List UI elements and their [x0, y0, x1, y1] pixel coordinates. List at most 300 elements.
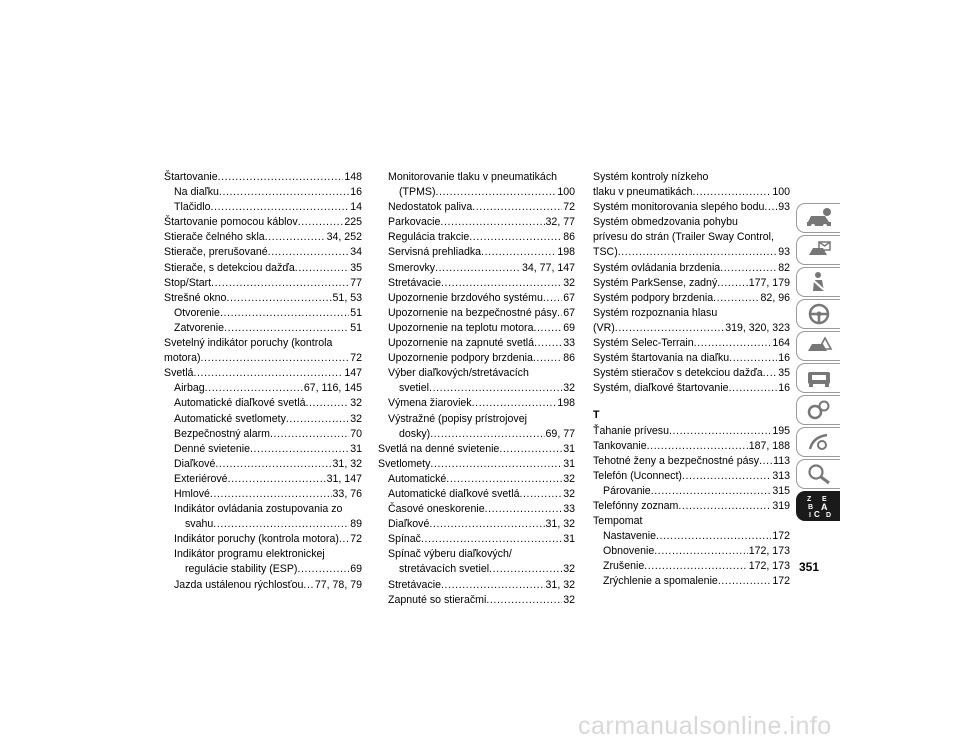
dot-leader	[201, 351, 350, 366]
dot-leader	[533, 351, 562, 366]
tab-car-info[interactable]	[796, 203, 840, 233]
dot-leader	[205, 381, 303, 396]
dot-leader	[615, 321, 724, 336]
index-entry	[164, 472, 362, 487]
tab-driving[interactable]	[796, 299, 840, 329]
page-reference[interactable]: 198	[557, 397, 575, 410]
page-reference[interactable]: 33	[563, 503, 575, 516]
dot-leader	[718, 574, 771, 589]
watermark: carmanualsonline.info	[578, 712, 832, 740]
page-reference[interactable]: 32	[563, 382, 575, 395]
page-reference[interactable]: 69	[563, 321, 575, 334]
index-term: Tlačidlo	[174, 201, 211, 214]
index-entry	[378, 472, 575, 487]
index-term: tlaku v pneumatikách	[593, 186, 693, 199]
page-reference[interactable]: 86	[563, 231, 575, 244]
index-entry	[378, 502, 575, 517]
index-entry	[378, 245, 575, 260]
page-reference[interactable]: 35	[778, 367, 790, 380]
index-letter: E	[821, 496, 827, 503]
index-term: Tempomat	[593, 515, 643, 528]
index-term: regulácie stability (ESP)	[185, 563, 298, 576]
index-column-3	[593, 170, 790, 590]
index-term: Systém štartovania na diaľku	[593, 352, 730, 365]
page-reference[interactable]: 172	[772, 530, 790, 543]
index-term: Airbag	[174, 382, 205, 395]
index-term: Výmena žiaroviek	[388, 397, 472, 410]
page-reference[interactable]: 198	[557, 246, 575, 259]
index-entry	[164, 517, 362, 532]
index-entry	[593, 276, 790, 291]
page-reference[interactable]: 70	[350, 427, 362, 440]
index-entry	[378, 442, 575, 457]
page-reference[interactable]: 147	[344, 367, 362, 380]
index-entry	[164, 578, 362, 593]
dot-leader	[729, 381, 778, 396]
index-term: Spínač	[388, 533, 421, 546]
page-reference[interactable]: 67	[563, 291, 575, 304]
index-term: stretávacích svetiel	[399, 563, 490, 576]
dot-leader	[764, 200, 777, 215]
index-entry	[164, 245, 362, 260]
dot-leader	[693, 185, 772, 200]
page-reference[interactable]: 100	[772, 186, 790, 199]
page-reference[interactable]: 67	[563, 306, 575, 319]
page-reference[interactable]: 177, 179	[748, 276, 790, 289]
index-entry	[378, 261, 575, 276]
page-reference[interactable]: 51	[350, 321, 362, 334]
index-term: Párovanie	[603, 484, 651, 497]
page-reference[interactable]: 100	[557, 186, 575, 199]
index-entry	[378, 366, 575, 381]
index-term: Servisná prehliadka	[388, 246, 482, 259]
page-reference[interactable]: 113	[773, 454, 790, 467]
dot-leader	[519, 487, 562, 502]
index-entry	[593, 185, 790, 200]
index-entry	[164, 457, 362, 472]
page-reference[interactable]: 72	[350, 352, 362, 365]
index-term: Automatické	[388, 472, 447, 485]
index-term: Systém obmedzovania pohybu	[593, 216, 738, 229]
index-entry	[593, 439, 790, 454]
page-reference[interactable]: 31	[350, 442, 362, 455]
index-term: Automatické diaľkové svetlá	[174, 397, 306, 410]
index-entry	[164, 291, 362, 306]
page-reference[interactable]: 32	[563, 276, 575, 289]
index-term: Telefónny zoznam	[593, 499, 679, 512]
dot-leader	[647, 439, 748, 454]
dot-leader	[211, 276, 349, 291]
index-entry	[164, 185, 362, 200]
index-term: Strešné okno	[164, 291, 227, 304]
page-reference[interactable]: 72	[350, 533, 362, 546]
dot-leader	[694, 336, 772, 351]
dot-leader	[713, 291, 759, 306]
index-term: Výstražné (popisy prístrojovej	[388, 412, 527, 425]
index-term: Smerovky	[388, 261, 436, 274]
dot-leader	[717, 276, 748, 291]
index-letter: I	[808, 512, 811, 519]
index-term: Tankovanie	[593, 439, 647, 452]
index-entry	[164, 170, 362, 185]
dot-leader	[651, 484, 772, 499]
index-term: Upozornenie podpory brzdenia	[388, 352, 533, 365]
index-entry	[164, 306, 362, 321]
dot-leader	[644, 559, 748, 574]
index-entry	[164, 532, 362, 547]
index-entry	[593, 336, 790, 351]
index-entry	[593, 230, 790, 245]
alphabetical-index-icon	[804, 493, 834, 519]
page-reference[interactable]: 195	[772, 424, 790, 437]
index-term: Výber diaľkových/stretávacích	[388, 367, 529, 380]
page-reference[interactable]: 72	[563, 201, 575, 214]
index-term: Systém rozpoznania hlasu	[593, 306, 718, 319]
index-term: Časové oneskorenie	[388, 503, 485, 516]
dot-leader	[265, 230, 326, 245]
multimedia-icon	[805, 431, 833, 453]
index-term: Stop/Start	[164, 276, 212, 289]
index-term: Parkovacie	[388, 216, 441, 229]
index-entry	[164, 442, 362, 457]
tab-maintenance[interactable]	[796, 363, 840, 393]
dot-leader	[654, 544, 748, 559]
index-term: Štartovanie	[164, 171, 218, 183]
dot-leader	[211, 200, 350, 215]
index-term: dosky)	[399, 427, 431, 440]
dot-leader	[441, 578, 545, 593]
dot-leader	[298, 215, 344, 230]
page-reference[interactable]: 86	[563, 352, 575, 365]
page-reference[interactable]: 315	[772, 484, 790, 497]
index-entry	[593, 559, 790, 574]
dot-leader	[469, 230, 562, 245]
index-entry	[378, 170, 575, 185]
index-entry	[378, 578, 575, 593]
page-reference[interactable]: 32	[563, 487, 575, 500]
page-reference[interactable]: 77	[350, 276, 362, 289]
breakdown-icon	[805, 335, 833, 357]
page-reference[interactable]: 32	[563, 593, 575, 606]
page-reference[interactable]: 93	[778, 201, 790, 214]
index-entry	[378, 291, 575, 306]
tab-multimedia[interactable]	[796, 427, 840, 457]
page-reference[interactable]: 16	[778, 352, 790, 365]
index-entry	[164, 321, 362, 336]
dot-leader	[215, 457, 331, 472]
dot-leader	[430, 427, 544, 442]
index-entry	[378, 562, 575, 577]
dot-leader	[656, 529, 771, 544]
index-entry	[378, 200, 575, 215]
page-reference[interactable]: 33	[563, 337, 575, 350]
index-entry	[593, 544, 790, 559]
page-reference[interactable]: 31, 32	[545, 518, 575, 531]
index-term: Systém ovládania brzdenia	[593, 261, 721, 274]
index-entry	[164, 200, 362, 215]
page-reference[interactable]: 172, 173	[748, 560, 790, 573]
page-reference[interactable]: 225	[344, 216, 362, 229]
index-term: Jazda ustálenou rýchlosťou	[174, 578, 304, 591]
page-reference[interactable]: 32	[350, 412, 362, 425]
page-reference[interactable]: 35	[350, 261, 362, 274]
index-term: svetiel	[399, 382, 430, 395]
index-entry	[164, 562, 362, 577]
index-term: Indikátor programu elektronickej	[174, 548, 325, 561]
index-entry	[378, 381, 575, 396]
dot-leader	[720, 261, 777, 276]
index-entry	[593, 170, 790, 185]
index-term: Monitorovanie tlaku v pneumatikách	[388, 171, 558, 183]
index-entry	[164, 396, 362, 411]
index-entry	[378, 215, 575, 230]
index-term: Stierače, prerušované	[164, 246, 268, 259]
page-reference[interactable]: 89	[350, 518, 362, 531]
page-reference[interactable]: 172	[772, 575, 790, 588]
index-term: Diaľkové	[174, 457, 216, 470]
car-service-icon	[805, 367, 833, 389]
page-reference[interactable]: 32	[563, 563, 575, 576]
tab-alphabetical-index[interactable]	[796, 491, 840, 521]
search-icon	[805, 463, 833, 485]
index-term: (VR)	[593, 321, 615, 334]
index-term: Nastavenie	[603, 530, 656, 543]
index-entry	[593, 499, 790, 514]
tab-safety[interactable]	[796, 267, 840, 297]
index-term: Regulácia trakcie	[388, 231, 470, 244]
index-term: Systém, diaľkové štartovanie	[593, 382, 729, 395]
dot-leader	[220, 306, 349, 321]
index-entry	[378, 593, 575, 608]
index-entry	[378, 321, 575, 336]
index-entry	[593, 574, 790, 589]
page-reference[interactable]: 33, 76	[332, 487, 362, 500]
index-term: Svetelný indikátor poruchy (kontrola	[164, 337, 333, 350]
dot-leader	[481, 245, 556, 260]
dot-leader	[339, 532, 349, 547]
index-term: Automatické diaľkové svetlá	[388, 487, 520, 500]
page-reference[interactable]: 93	[778, 246, 790, 259]
page-reference[interactable]: 31, 32	[545, 578, 575, 591]
dot-leader	[268, 245, 350, 260]
page-reference[interactable]: 82, 96	[760, 291, 790, 304]
index-entry	[593, 469, 790, 484]
index-entry	[593, 215, 790, 230]
dot-leader	[499, 442, 562, 457]
index-term: Telefón (Uconnect)	[593, 469, 682, 482]
tab-emergency[interactable]	[796, 331, 840, 361]
dot-leader	[430, 457, 562, 472]
index-term: Štartovanie pomocou káblov	[164, 216, 298, 229]
index-entry	[378, 427, 575, 442]
dot-leader	[429, 381, 562, 396]
index-entry	[593, 366, 790, 381]
page-reference[interactable]: 31, 147	[326, 472, 362, 485]
page-reference[interactable]: 69, 77	[545, 427, 575, 440]
chapter-tabs	[796, 203, 842, 523]
page-reference[interactable]: 31	[563, 442, 575, 455]
page-reference[interactable]: 31	[563, 457, 575, 470]
dot-leader	[303, 578, 313, 593]
index-term: Systém ParkSense, zadný	[593, 276, 718, 289]
index-term: Otvorenie	[174, 306, 220, 319]
car-info-icon	[805, 207, 833, 229]
index-entry	[378, 230, 575, 245]
page-reference[interactable]: 32	[563, 472, 575, 485]
tab-warning-lights[interactable]	[796, 235, 840, 265]
index-term: Denné svietenie	[174, 442, 250, 455]
index-entry	[378, 517, 575, 532]
index-term: Obnovenie	[603, 545, 655, 558]
index-entry	[593, 454, 790, 469]
index-term: Exteriérové	[174, 472, 228, 485]
index-entry	[378, 185, 575, 200]
index-term: Hmlové	[174, 487, 210, 500]
dot-leader	[193, 366, 343, 381]
dot-leader	[472, 200, 562, 215]
page-reference[interactable]: 31, 32	[332, 457, 362, 470]
dot-leader	[250, 442, 349, 457]
dot-leader	[218, 170, 344, 185]
tab-technical[interactable]	[796, 395, 840, 425]
dot-leader	[213, 517, 349, 532]
index-entry	[378, 396, 575, 411]
index-entry	[593, 291, 790, 306]
page-reference[interactable]: 319, 320, 323	[725, 321, 790, 334]
page-reference[interactable]: 32, 77	[545, 216, 575, 229]
dot-leader	[485, 502, 563, 517]
page-reference[interactable]: 32	[350, 397, 362, 410]
dot-leader	[435, 185, 556, 200]
index-entry	[164, 351, 362, 366]
page-reference[interactable]: 51	[350, 306, 362, 319]
index-term: Stretávacie	[388, 276, 441, 289]
dot-leader	[446, 472, 562, 487]
page-reference[interactable]: 172, 173	[748, 545, 790, 558]
index-entry	[378, 306, 575, 321]
index-term: motora)	[164, 352, 201, 365]
index-entry	[378, 276, 575, 291]
tools-icon	[805, 399, 833, 421]
index-entry	[378, 351, 575, 366]
dot-leader	[429, 517, 544, 532]
dot-leader	[763, 366, 778, 381]
index-entry	[164, 412, 362, 427]
dot-leader	[270, 427, 349, 442]
page-reference[interactable]: 34, 77, 147	[521, 261, 575, 274]
page-reference[interactable]: 69	[350, 563, 362, 576]
index-term: Stretávacie	[388, 578, 441, 591]
dot-leader	[682, 469, 771, 484]
index-entry	[164, 215, 362, 230]
index-entry	[378, 532, 575, 547]
dot-leader	[224, 321, 349, 336]
page-reference[interactable]: 313	[772, 469, 790, 482]
index-column-2	[378, 170, 575, 608]
page-reference[interactable]: 31	[563, 533, 575, 546]
index-term: svahu	[185, 518, 214, 531]
index-term: Ťahanie prívesu	[593, 424, 669, 437]
page-reference[interactable]: 77, 78, 79	[314, 578, 362, 591]
index-term: Automatické svetlomety	[174, 412, 286, 425]
dot-leader	[440, 215, 544, 230]
index-term: Stierače, s detekciou dažďa	[164, 261, 295, 274]
index-term: Nedostatok paliva	[388, 201, 473, 214]
index-entry	[378, 457, 575, 472]
dot-leader	[472, 396, 557, 411]
tab-search[interactable]	[796, 459, 840, 489]
index-term: prívesu do strán (Trailer Sway Control,	[593, 231, 774, 244]
page-reference[interactable]: 14	[350, 201, 362, 214]
dot-leader	[441, 276, 562, 291]
index-term: Tehotné ženy a bezpečnostné pásy	[593, 454, 760, 467]
index-entry	[164, 547, 362, 562]
dot-leader	[759, 454, 772, 469]
page-reference[interactable]: 67, 116, 145	[303, 382, 362, 395]
index-term: Upozornenie na zapnuté svetlá	[388, 337, 535, 350]
index-entry	[593, 514, 790, 529]
index-term: Systém Selec-Terrain	[593, 337, 694, 350]
dot-leader	[669, 424, 771, 439]
dot-leader	[219, 185, 349, 200]
dot-leader	[305, 396, 349, 411]
index-term: Systém kontroly nízkeho	[593, 171, 709, 183]
warning-light-icon	[805, 239, 833, 261]
page-reference[interactable]: 319	[772, 499, 790, 512]
index-entry	[593, 351, 790, 366]
page-reference[interactable]: 34, 252	[326, 231, 362, 244]
index-term: (TPMS)	[399, 186, 436, 199]
page-reference[interactable]: 16	[350, 186, 362, 199]
page-reference[interactable]: 148	[344, 171, 362, 183]
page-reference[interactable]: 34	[350, 246, 362, 259]
index-letter: C	[813, 510, 820, 519]
dot-leader	[297, 562, 349, 577]
dot-leader	[729, 351, 777, 366]
index-term: Zapnuté so stieračmi	[388, 593, 487, 606]
dot-leader	[533, 321, 562, 336]
dot-leader	[486, 593, 562, 608]
page-reference[interactable]: 82	[778, 261, 790, 274]
page-reference[interactable]: 187, 188	[748, 439, 790, 452]
index-entry	[164, 366, 362, 381]
index-term: Svetlomety	[378, 457, 431, 470]
section-spacer	[593, 396, 790, 402]
dot-leader	[435, 261, 521, 276]
index-term: Diaľkové	[388, 518, 430, 531]
dot-leader	[295, 261, 349, 276]
index-entry	[164, 230, 362, 245]
index-entry	[593, 200, 790, 215]
index-column-1	[164, 170, 362, 593]
index-entry	[378, 336, 575, 351]
index-term: Spínač výberu diaľkových/	[388, 548, 512, 561]
index-term: Svetlá na denné svietenie	[378, 442, 500, 455]
index-entry	[593, 529, 790, 544]
page-reference[interactable]: 51, 53	[332, 291, 362, 304]
index-entry	[378, 487, 575, 502]
index-entry	[378, 547, 575, 562]
index-term: Zrušenie	[603, 560, 645, 573]
index-term: Bezpečnostný alarm	[174, 427, 270, 440]
page-reference[interactable]: 16	[778, 382, 790, 395]
page-reference[interactable]: 164	[772, 337, 790, 350]
index-entry	[164, 261, 362, 276]
index-letter: D	[825, 512, 831, 519]
index-letter: B	[807, 504, 813, 511]
index-entry	[593, 424, 790, 439]
steering-wheel-icon	[805, 303, 833, 325]
